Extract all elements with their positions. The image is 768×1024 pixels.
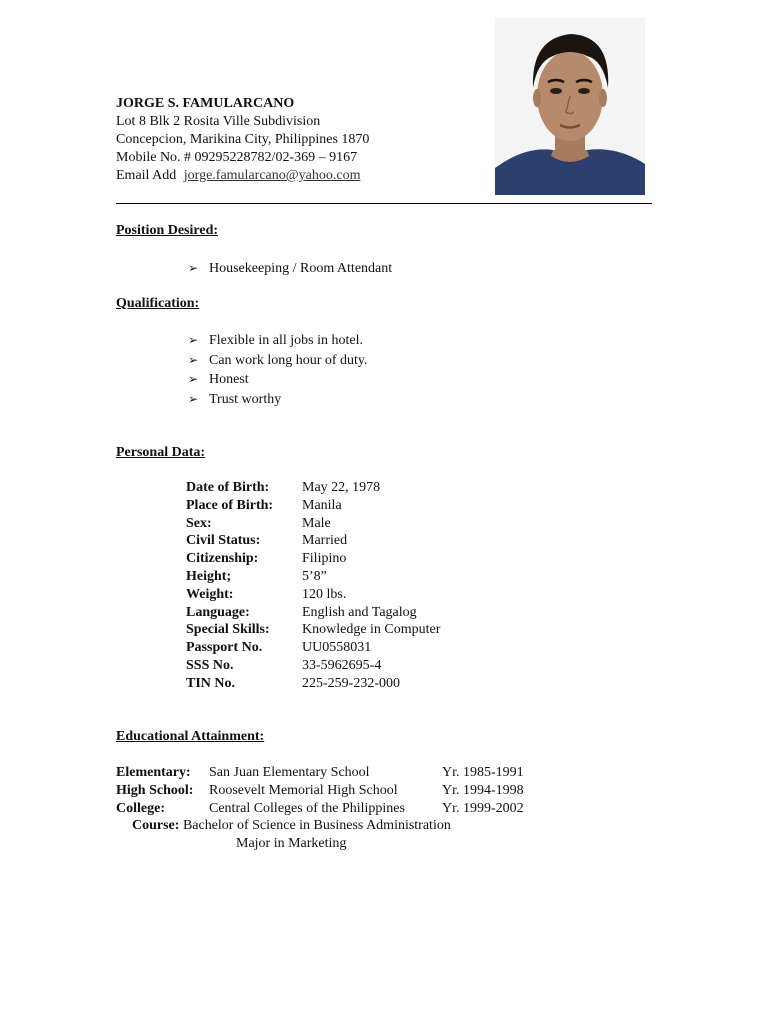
table-row (116, 800, 524, 818)
table-row (186, 568, 440, 586)
level-label: College: (116, 800, 165, 816)
field-label: Sex: (186, 515, 212, 531)
table-row (186, 479, 440, 497)
field-value: 5’8” (302, 568, 327, 584)
field-value: Filipino (302, 551, 347, 567)
list-item: ➢ Honest (188, 370, 368, 390)
arrowhead-bullet-icon: ➢ (188, 372, 199, 387)
table-row (186, 532, 440, 550)
applicant-name: JORGE S. FAMULARCANO (116, 96, 295, 111)
field-label: Height; (186, 568, 232, 584)
address-line-1: Lot 8 Blk 2 Rosita Ville Subdivision (116, 114, 321, 129)
table-row (186, 586, 440, 604)
table-row (186, 604, 440, 622)
school-name: San Juan Elementary School (209, 765, 370, 780)
field-label: Language: (186, 604, 250, 620)
email-row (116, 167, 369, 185)
list-item: ➢ Housekeeping / Room Attendant (188, 259, 392, 279)
field-label: Weight: (186, 586, 234, 602)
school-years: Yr. 1994-1998 (442, 782, 524, 798)
list-item: ➢ Trust worthy (188, 390, 368, 410)
field-label: Date of Birth: (186, 480, 270, 495)
table-row (116, 782, 524, 800)
course-row (132, 817, 451, 835)
qualification-list (188, 331, 368, 409)
personal-data-table (186, 479, 440, 693)
school-name: Roosevelt Memorial High School (209, 782, 398, 798)
table-row (186, 657, 440, 675)
field-value: English and Tagalog (302, 604, 417, 620)
position-heading: Position Desired: (116, 223, 219, 238)
field-label: Civil Status: (186, 533, 261, 549)
position-list (188, 259, 392, 279)
arrowhead-bullet-icon: ➢ (188, 261, 199, 275)
email-link[interactable]: jorge.famularcano@yahoo.com (183, 168, 361, 183)
level-label: Elementary: (116, 765, 191, 780)
school-name: Central Colleges of the Philippines (209, 800, 405, 816)
table-row (186, 550, 440, 568)
header-divider (116, 203, 652, 204)
field-value: May 22, 1978 (302, 480, 381, 495)
list-item: ➢ Can work long hour of duty. (188, 351, 368, 371)
field-value: 225-259-232-000 (302, 675, 400, 691)
field-label: SSS No. (186, 657, 234, 673)
address-line-2: Concepcion, Marikina City, Philippines 1870 (116, 132, 370, 147)
school-years: Yr. 1985-1991 (442, 765, 524, 780)
table-row (116, 764, 524, 782)
field-value: 33-5962695-4 (302, 657, 382, 673)
field-value: Knowledge in Computer (302, 622, 441, 638)
field-label: Citizenship: (186, 551, 259, 567)
list-item: ➢ Flexible in all jobs in hotel. (188, 331, 368, 351)
arrowhead-bullet-icon: ➢ (188, 333, 199, 347)
major-value: Major in Marketing (236, 836, 347, 851)
arrowhead-bullet-icon: ➢ (188, 391, 199, 406)
course-value: Bachelor of Science in Business Administration (182, 818, 451, 833)
field-value: Male (302, 515, 331, 531)
field-value: Married (302, 533, 348, 549)
email-label: Email Add (116, 168, 177, 183)
table-row (186, 515, 440, 533)
mobile-number: Mobile No. # 09295228782/02-369 – 9167 (116, 150, 358, 165)
applicant-photo (495, 18, 645, 195)
level-label: High School: (116, 782, 194, 798)
education-table (116, 764, 524, 817)
field-label: Place of Birth: (186, 497, 274, 513)
field-value: UU0558031 (302, 640, 372, 656)
personal-data-heading: Personal Data: (116, 445, 206, 460)
table-row (186, 639, 440, 657)
contact-block (116, 95, 369, 185)
course-label: Course: (132, 818, 180, 833)
education-heading: Educational Attainment: (116, 729, 265, 744)
field-value: Manila (302, 497, 342, 513)
field-value: 120 lbs. (302, 586, 347, 602)
table-row (186, 675, 440, 693)
table-row (186, 497, 440, 515)
field-label: Passport No. (186, 640, 263, 656)
table-row (186, 621, 440, 639)
arrowhead-bullet-icon: ➢ (188, 352, 199, 367)
field-label: TIN No. (186, 675, 236, 691)
field-label: Special Skills: (186, 622, 270, 638)
school-years: Yr. 1999-2002 (442, 800, 524, 816)
qualification-heading: Qualification: (116, 296, 200, 311)
